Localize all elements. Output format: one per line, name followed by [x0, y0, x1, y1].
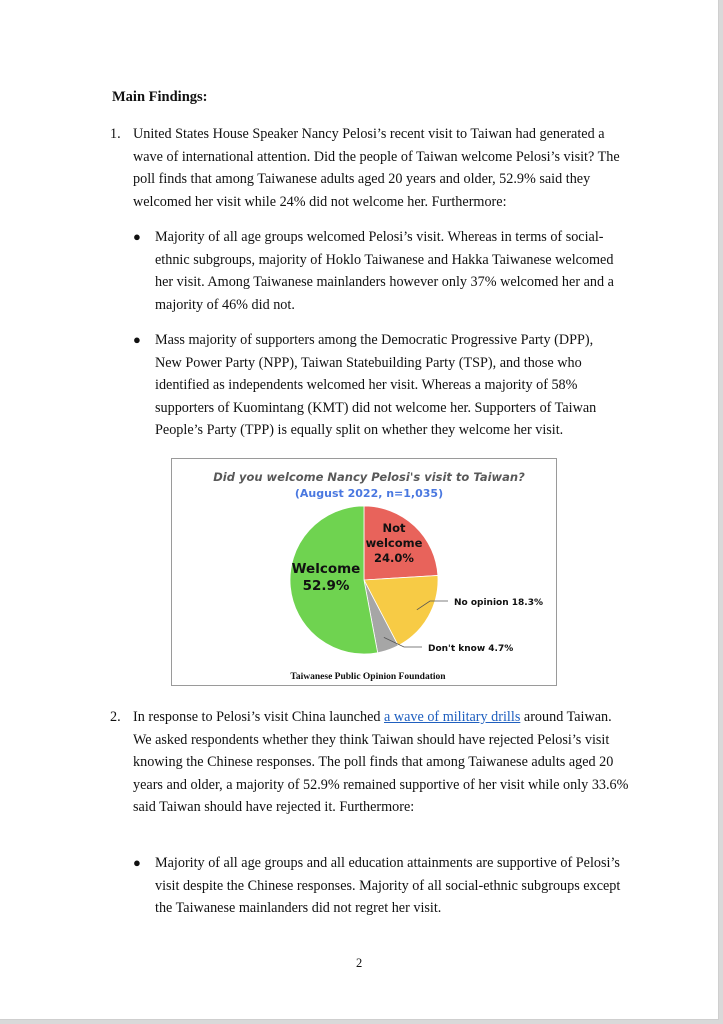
bullet-text: Majority of all age groups and all education attainments are supportive of Pelosi’s visit despite the Chinese responses. Majority of all social-ethnic subgroups except the Taiwanese mainlanders did not regret her visit. — [155, 855, 621, 916]
bullet-text: Mass majority of supporters among the Democratic Progressive Party (DPP), New Power Party (NPP), Taiwan Statebuilding Party (TSP), and those who identified as independents welcomed her visit. Whereas a majority of 58% supporters of Kuomintang (KMT) did not welcome her. Supporters of Taiwan People’s Party (TPP) is equally split on whether they welcome her visit. — [155, 332, 597, 438]
label-not-welcome: Not welcome 24.0% — [365, 521, 423, 565]
label-welcome: Welcome 52.9% — [291, 561, 361, 594]
item-text-end: around Taiwan. We asked respondents whether they think Taiwan should have rejected Pelosi’s visit knowing the Chinese responses. The poll finds that among Taiwanese adults aged 20 years and older, a majority of 52.9% remained supportive of her visit while only 33.6% said Taiwan should have rejected it. Furthermore: — [133, 709, 629, 815]
label-no-opinion: No opinion 18.3% — [454, 598, 543, 608]
label-dont-know: Don't know 4.7% — [428, 644, 514, 654]
item-text-start: In response to Pelosi’s visit China launched — [133, 709, 385, 725]
chart-source: Taiwanese Public Opinion Foundation — [290, 672, 446, 682]
military-drills-link[interactable]: a wave of military drills — [384, 709, 521, 725]
bullet-icon: ● — [133, 855, 141, 870]
bullet-icon: ● — [133, 332, 141, 347]
pie-chart-figure — [171, 458, 557, 686]
bullet-item — [133, 852, 623, 920]
section-heading: Main Findings: — [112, 89, 208, 105]
chart-subtitle: (August 2022, n=1,035) — [294, 487, 444, 500]
bullet-item — [133, 226, 623, 316]
page-number: 2 — [356, 956, 363, 970]
chart-title: Did you welcome Nancy Pelosi's visit to Taiwan? — [213, 470, 525, 484]
item-number: 1. — [110, 126, 121, 142]
item-text — [133, 706, 630, 819]
finding-item-1 — [110, 123, 630, 213]
bullet-text: Majority of all age groups welcomed Pelosi’s visit. Whereas in terms of social-ethnic subgroups, majority of Hoklo Taiwanese and Hakka Taiwanese welcomed her visit. Among Taiwanese mainlanders however only 37% welcomed her and a majority of 46% did not. — [155, 229, 614, 313]
bullet-item — [133, 329, 623, 442]
finding-item-2 — [110, 706, 630, 819]
item-number: 2. — [110, 709, 121, 725]
bullet-icon: ● — [133, 229, 141, 244]
item-text: United States House Speaker Nancy Pelosi’s recent visit to Taiwan had generated a wave of international attention. Did the people of Taiwan welcome Pelosi’s visit? The poll finds that among Taiwanese adults aged 20 years and older, 52.9% said they welcomed her visit while 24% did not welcome her. Furthermore: — [133, 126, 620, 210]
pie-chart — [172, 459, 556, 685]
